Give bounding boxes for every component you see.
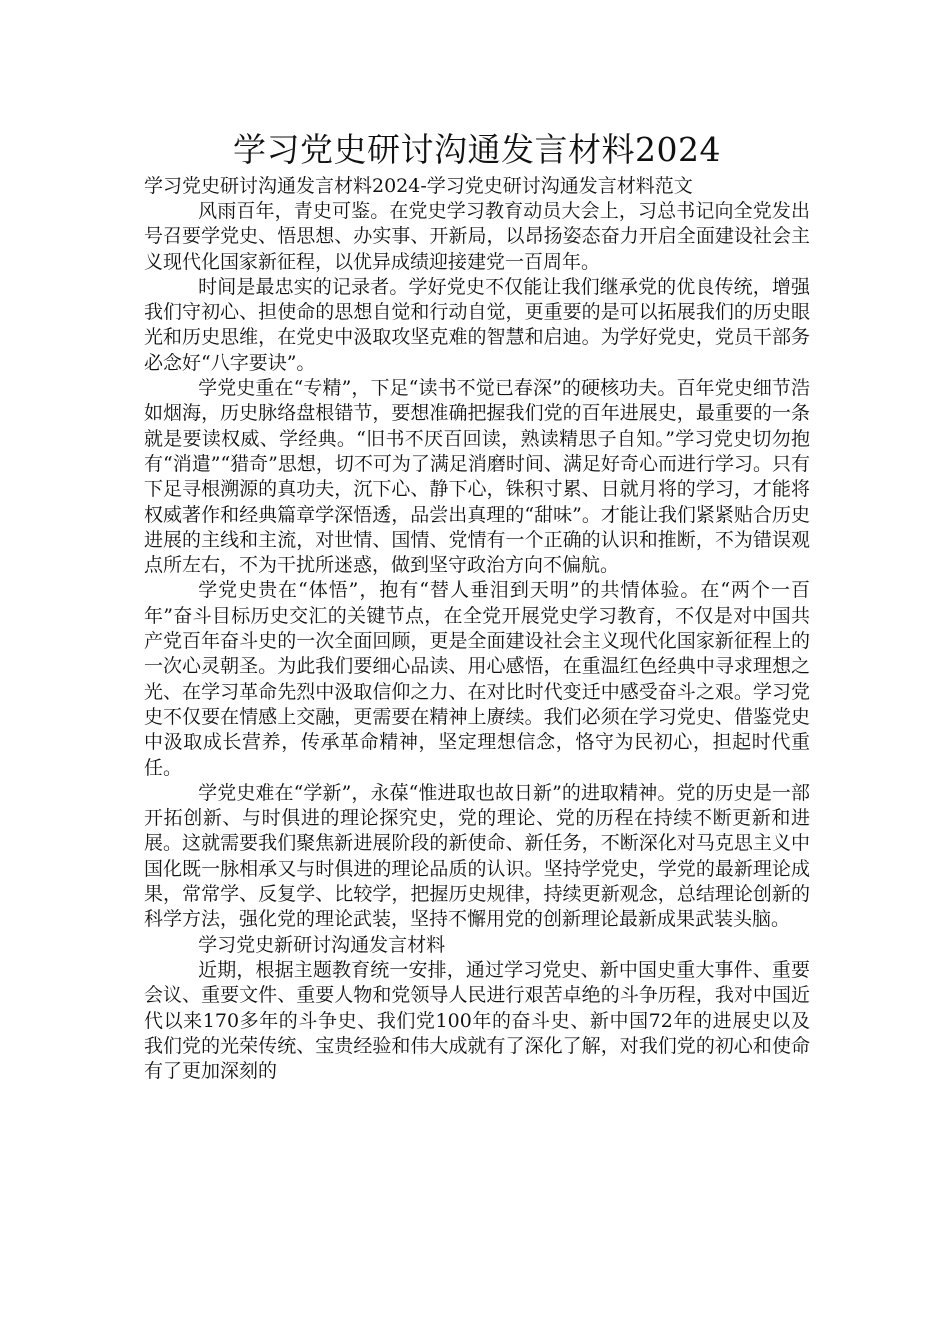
paragraph: 学党史难在“学新”，永葆“惟进取也故日新”的进取精神。党的历史是一部开拓创新、与时俱进的理论探究史，党的理论、党的历程在持续不断更新和进展。这就需要我们聚焦新进展阶段的新使命、新任务，不断深化对马克思主义中国化既一脉相承又与时俱进的理论品质的认识。坚持学党史，学党的最新理论成果，常常学、反复学、比较学，把握历史规律，持续更新观念，总结理论创新的科学方法，强化党的理论武装，坚持不懈用党的创新理论最新成果武装头脑。 xyxy=(144,781,810,931)
document-title: 学习党史研讨沟通发言材料2024 xyxy=(233,130,721,169)
paragraph: 时间是最忠实的记录者。学好党史不仅能让我们继承党的优良传统，增强我们守初心、担使命的思想自觉和行动自觉，更重要的是可以拓展我们的历史眼光和历史思维，在党史中汲取攻坚克难的智慧和启迪。为学好党史，党员干部务必念好“八字要诀”。 xyxy=(144,275,810,374)
paragraph: 近期，根据主题教育统一安排，通过学习党史、新中国史重大事件、重要会议、重要文件、重要人物和党领导人民进行艰苦卓绝的斗争历程，我对中国近代以来170多年的斗争史、我们党100年的奋斗史、新中国72年的进展史以及我们党的光荣传统、宝贵经验和伟大成就有了深化了解，对我们党的初心和使命有了更加深刻的 xyxy=(144,958,810,1083)
document-subtitle: 学习党史研讨沟通发言材料2024-学习党史研讨沟通发言材料范文 xyxy=(144,175,693,197)
paragraph: 学党史重在“专精”，下足“读书不觉已春深”的硬核功夫。百年党史细节浩如烟海，历史脉络盘根错节，要想准确把握我们党的百年进展史，最重要的一条就是要读权威、学经典。“旧书不厌百回读，熟读精思子自知。”学习党史切勿抱有“消遣”“猎奇”思想，切不可为了满足消磨时间、满足好奇心而进行学习。只有下足寻根溯源的真功夫，沉下心、静下心，铢积寸累、日就月将的学习，才能将权威著作和经典篇章学深悟透，品尝出真理的“甜味”。才能让我们紧紧贴合历史进展的主线和主流，对世情、国情、党情有一个正确的认识和推断，不为错误观点所左右，不为干扰所迷惑，做到坚守政治方向不偏航。 xyxy=(144,377,810,577)
paragraph: 学党史贵在“体悟”，抱有“替人垂泪到天明”的共情体验。在“两个一百年”奋斗目标历史交汇的关键节点，在全党开展党史学习教育，不仅是对中国共产党百年奋斗史的一次全面回顾，更是全面建设社会主义现代化国家新征程上的一次心灵朝圣。为此我们要细心品读、用心感悟，在重温红色经典中寻求理想之光、在学习革命先烈中汲取信仰之力、在对比时代变迁中感受奋斗之艰。学习党史不仅要在情感上交融，更需要在精神上赓续。我们必须在学习党史、借鉴党史中汲取成长营养，传承革命精神，坚定理想信念，恪守为民初心，担起时代重任。 xyxy=(144,579,810,779)
section-heading: 学习党史新研讨沟通发言材料 xyxy=(198,933,446,956)
document-page xyxy=(144,128,810,1084)
paragraph: 风雨百年，青史可鉴。在党史学习教育动员大会上，习总书记向全党发出号召要学党史、悟思想、办实事、开新局，以昂扬姿态奋力开启全面建设社会主义现代化国家新征程，以优异成绩迎接建党一百周年。 xyxy=(144,200,810,273)
